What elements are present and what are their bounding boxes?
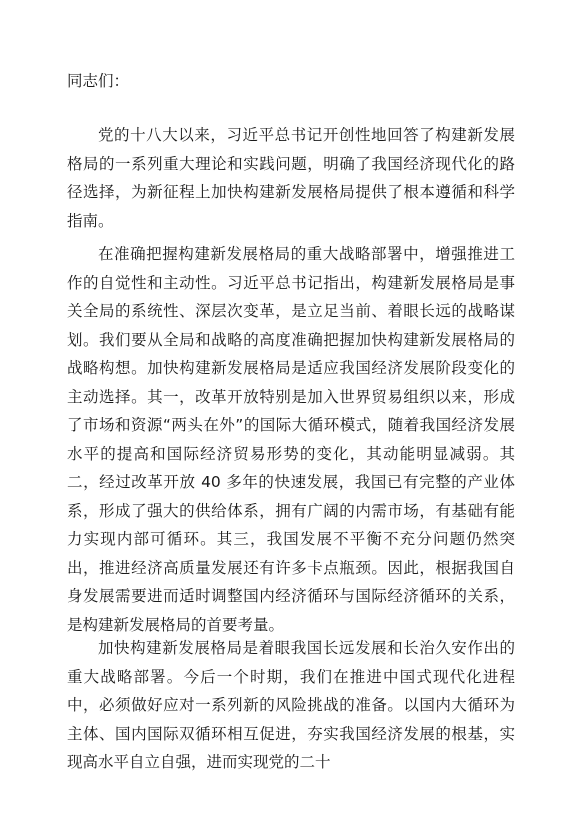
- salutation: 同志们：: [67, 72, 130, 90]
- paragraph-3: 加快构建新发展格局是着眼我国长远发展和长治久安作出的重大战略部署。今后一个时期，我们在推进中国式现代化进程中，必须做好应对一系列新的风险挑战的准备。以国内大循环为主体、国内国际双循环相互促进，夯实我国经济发展的根基，实现高水平自立自强，进而实现党的二十: [67, 639, 515, 771]
- paragraph-2: 在准确把握构建新发展格局的重大战略部署中，增强推进工作的自觉性和主动性。习近平总书记指出，构建新发展格局是事关全局的系统性、深层次变革，是立足当前、着眼长远的战略谋划。我们要从全局和战略的高度准确把握加快构建新发展格局的战略构想。加快构建新发展格局是适应我国经济发展阶段变化的主动选择。其一，改革开放特别是加入世界贸易组织以来，形成了市场和资源“两头在外”的国际大循环模式，随着我国经济发展水平的提高和国际经济贸易形势的变化，其动能明显减弱。其二，经过改革开放 40 多年的快速发展，我国已有完整的产业体系，形成了强大的供给体系，拥有广阔的内需市场，有基础有能力实现内部可循环。其三，我国发展不平衡不充分问题仍然突出，推进经济高质量发展还有许多卡点瓶颈。因此，根据我国自身发展需要进而适时调整国内经济循环与国际经济循环的关系，是构建新发展格局的首要考量。: [67, 245, 515, 634]
- paragraph-1: 党的十八大以来，习近平总书记开创性地回答了构建新发展格局的一系列重大理论和实践问题，明确了我国经济现代化的路径选择，为新征程上加快构建新发展格局提供了根本遵循和科学指南。: [67, 126, 515, 230]
